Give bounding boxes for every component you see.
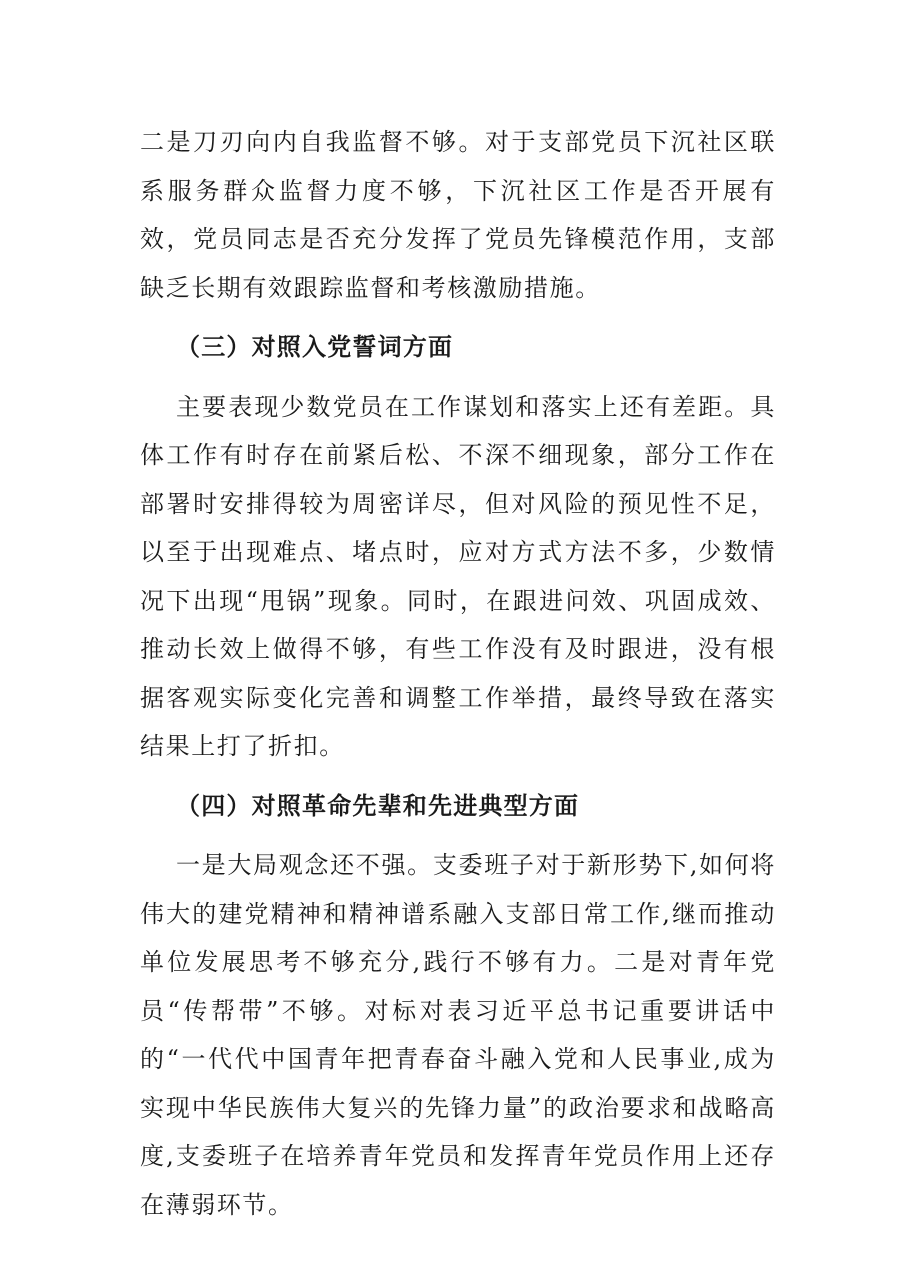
section-heading-revolutionary-models: （四）对照革命先辈和先进典型方面	[176, 791, 580, 820]
document-body	[140, 118, 776, 1229]
paragraph-overall-view: 一是大局观念还不强。支委班子对于新形势下,如何将伟大的建党精神和精神谱系融入支部日常工作,继而推动单位发展思考不够充分,践行不够有力。二是对青年党员“传帮带”不够。对标对表习近平总书记重要讲话中的“一代代中国青年把青春奋斗融入党和人民事业,成为实现中华民族伟大复兴的先锋力量”的政治要求和战略高度,支委班子在培养青年党员和发挥青年党员作用上还存在薄弱环节。	[140, 851, 776, 1219]
section-heading-party-oath: （三）对照入党誓词方面	[176, 333, 454, 361]
paragraph-work-implementation: 主要表现少数党员在工作谋划和落实上还有差距。具体工作有时存在前紧后松、不深不细现象，部分工作在部署时安排得较为周密详尽，但对风险的预见性不足，以至于出现难点、堵点时，应对方式方法不多，少数情况下出现“甩锅”现象。同时，在跟进问效、巩固成效、推动长效上做得不够，有些工作没有及时跟进，没有根据客观实际变化完善和调整工作举措，最终导致在落实结果上打了折扣。	[140, 392, 776, 760]
paragraph-self-supervision: 二是刀刃向内自我监督不够。对于支部党员下沉社区联系服务群众监督力度不够，下沉社区工作是否开展有效，党员同志是否充分发挥了党员先锋模范作用，支部缺乏长期有效跟踪监督和考核激励措施。	[140, 128, 776, 302]
